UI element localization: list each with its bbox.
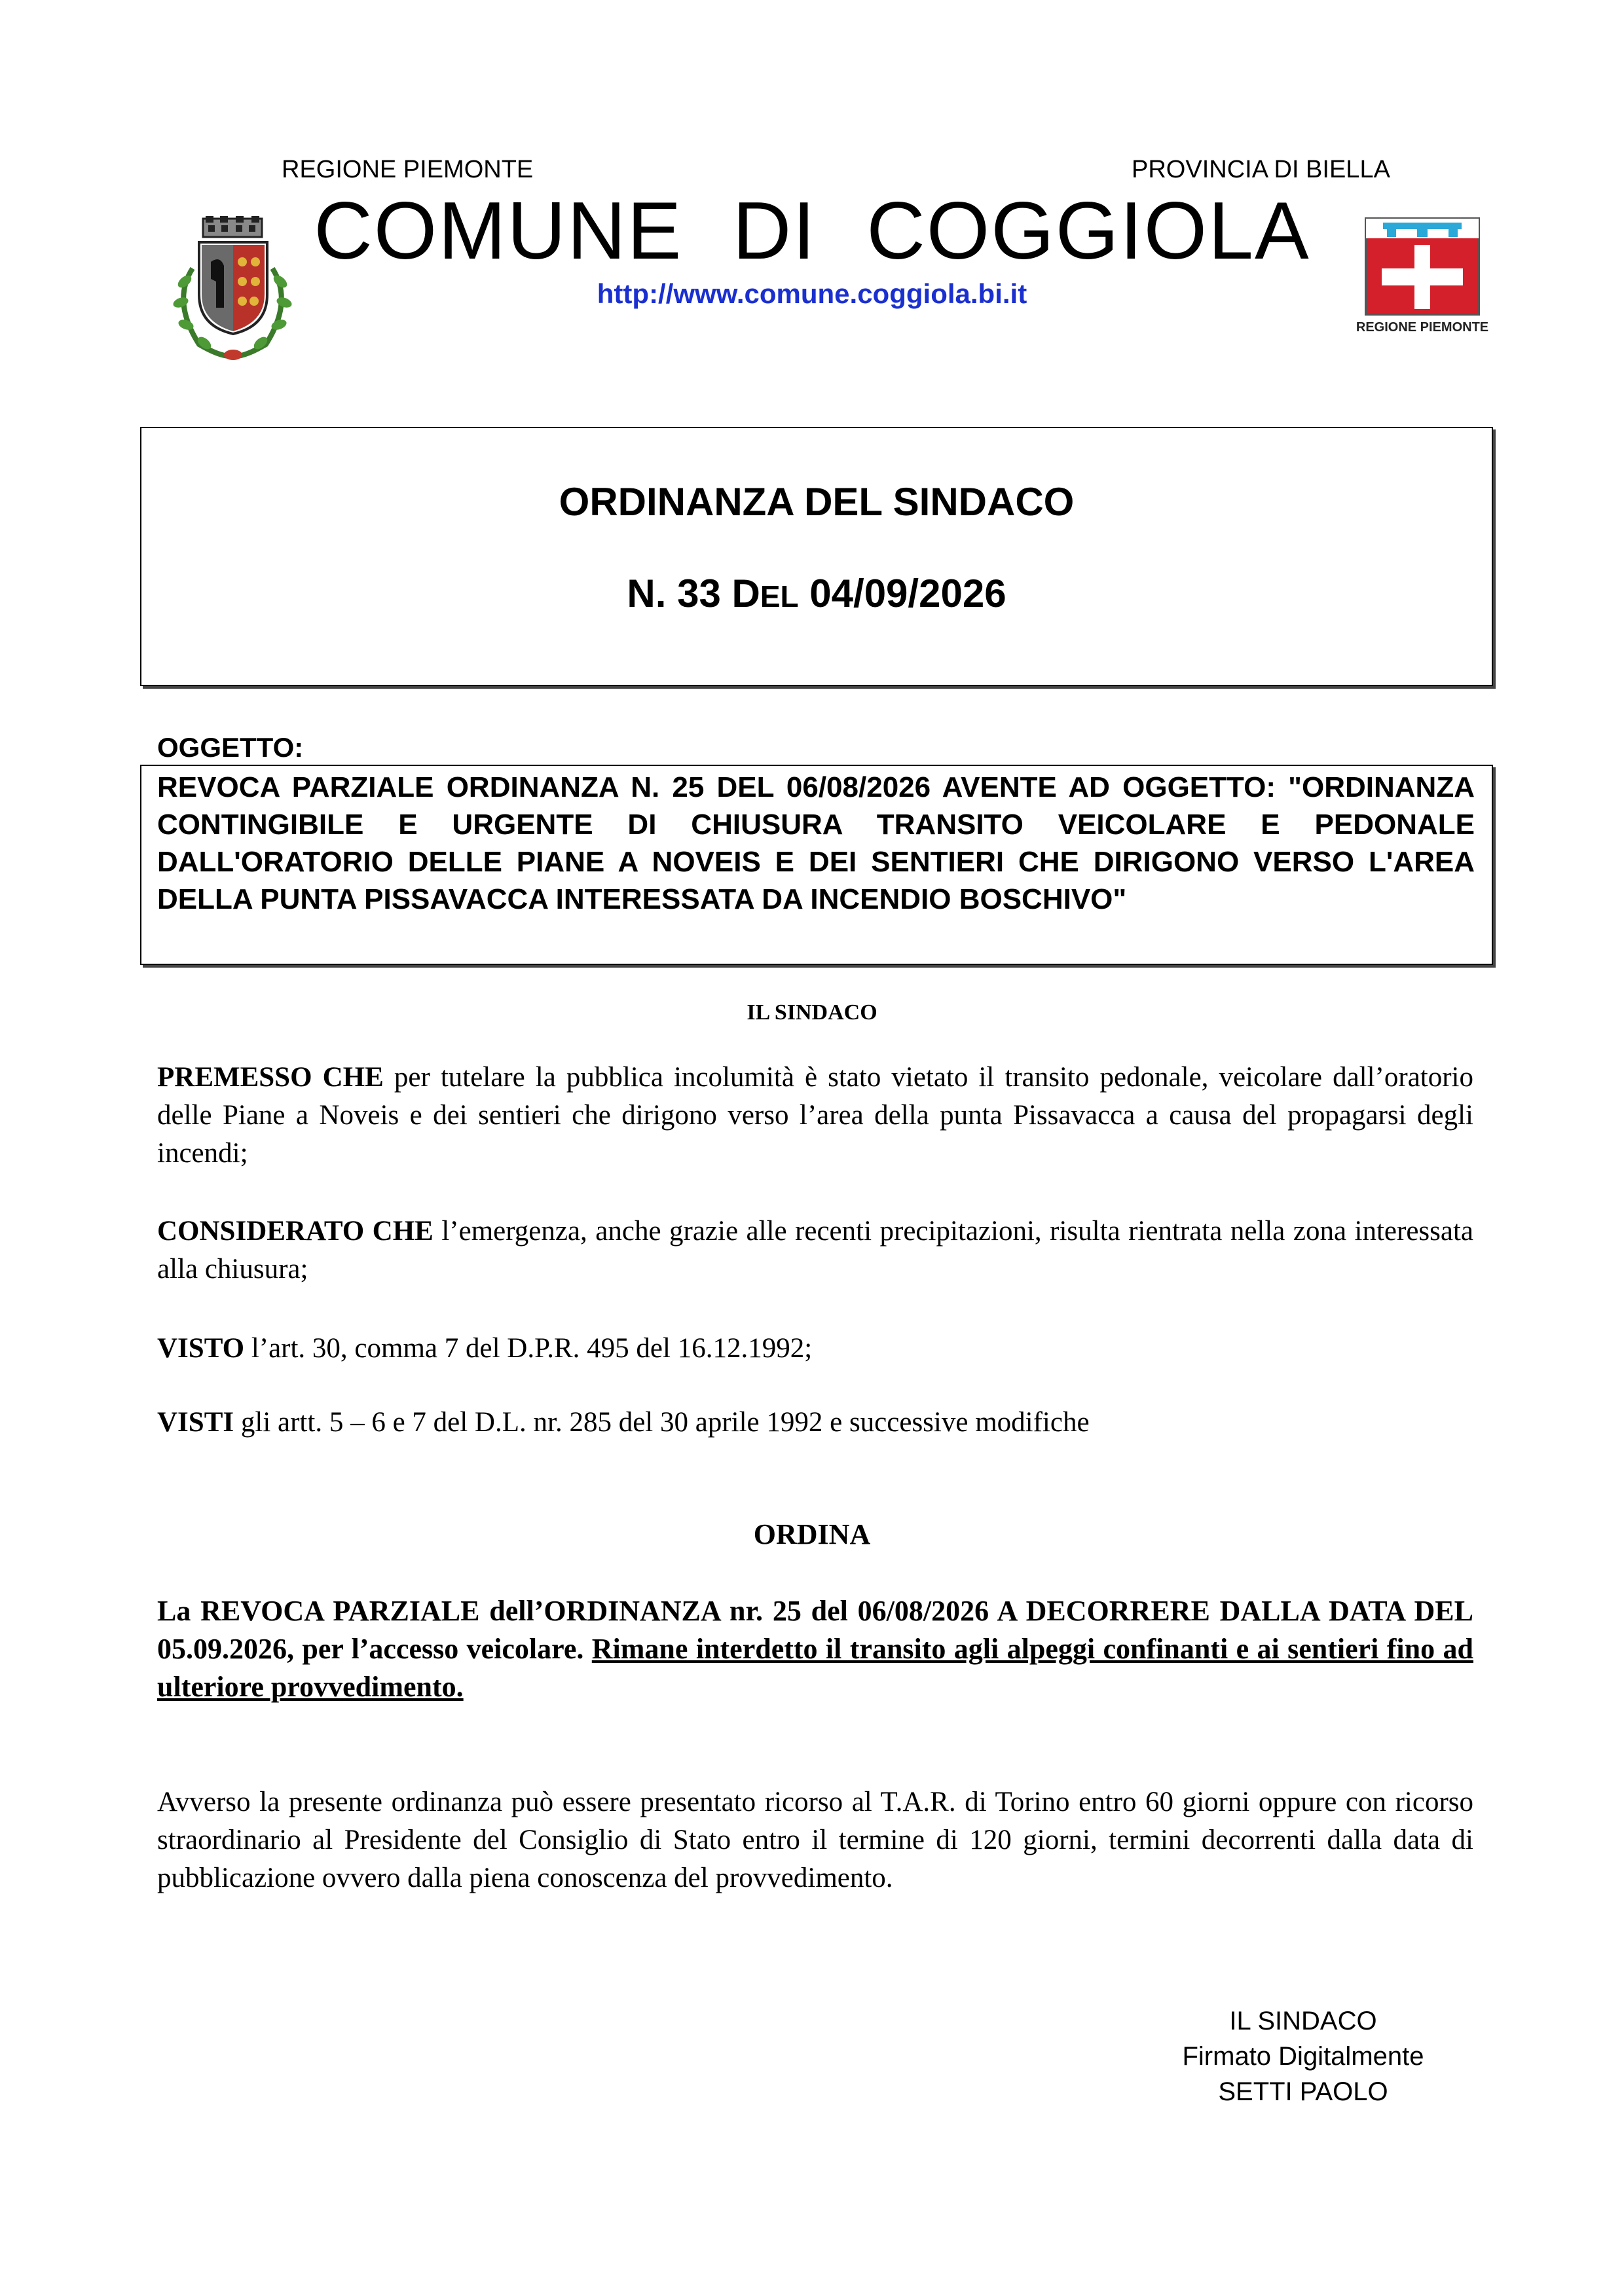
visto-paragraph	[157, 1330, 1473, 1368]
logo-caption: REGIONE PIEMONTE	[1356, 320, 1489, 335]
ordinance-header-box	[140, 427, 1493, 686]
visto-lead: VISTO	[157, 1333, 245, 1364]
appeal-paragraph: Avverso la presente ordinanza può essere presentato ricorso al T.A.R. di Torino entro 60 giorni oppure con ricorso straordinario al Presidente del Consiglio di Stato entro il termine di 120 giorni, termini decorrenti dalla data di pubblicazione ovvero dalla piena conoscenza del provvedimento.	[157, 1787, 1473, 1893]
ordina-paragraph	[157, 1592, 1473, 1706]
subject-text: REVOCA PARZIALE ORDINANZA N. 25 DEL 06/08/2026 AVENTE AD OGGETTO: "ORDINANZA CONTINGIBILE E URGENTE DI CHIUSURA TRANSITO VEICOLARE E PEDONALE DALL'ORATORIO DELLE PIANE A NOVEIS E DEI SENTIERI CHE DIRIGONO VERSO L'AREA DELLA PUNTA PISSAVACCA INTERESSATA DA INCENDIO BOSCHIVO"	[157, 771, 1475, 915]
regione-piemonte-logo-icon	[1356, 216, 1489, 335]
visti-text: gli artt. 5 – 6 e 7 del D.L. nr. 285 del 30 aprile 1992 e successive modifiche	[234, 1407, 1090, 1438]
province-label: PROVINCIA DI BIELLA	[1132, 156, 1390, 183]
premesso-lead: PREMESSO CHE	[157, 1062, 384, 1093]
ordinance-number-smallcaps: EL	[760, 579, 799, 613]
ordina-underlined-text: Rimane interdetto il transito agli alpeggi confinanti e ai sentieri fino ad ulteriore provvedimento.	[157, 1633, 1473, 1703]
visto-text: l’art. 30, comma 7 del D.P.R. 495 del 16.12.1992;	[244, 1333, 813, 1364]
ordinance-number-date: 04/09/2026	[798, 572, 1006, 615]
ordinance-title: ORDINANZA DEL SINDACO	[559, 480, 1075, 524]
signature-block	[1022, 2003, 1585, 2109]
signature-name: SETTI PAOLO	[1218, 2077, 1388, 2106]
coat-of-arms-icon	[156, 216, 308, 361]
website-link[interactable]: http://www.comune.coggiola.bi.it	[597, 278, 1027, 309]
premesso-text: per tutelare la pubblica incolumità è stato vietato il transito pedonale, veicolare dall’oratorio delle Piane a Noveis e dei sentieri che dirigono verso l’area della punta Pissavacca a causa del propagarsi degli incendi;	[157, 1062, 1473, 1169]
ordina-text: La REVOCA PARZIALE dell’ORDINANZA nr. 25 del 06/08/2026 A DECORRERE DALLA DATA DEL 05.09.2026, per l’accesso veicolare.	[157, 1595, 1473, 1665]
premesso-paragraph	[157, 1059, 1473, 1173]
subject-box	[140, 765, 1493, 965]
ordinance-number-prefix: N. 33 D	[627, 572, 760, 615]
sindaco-heading: IL SINDACO	[747, 1000, 877, 1025]
ordinance-number	[141, 571, 1492, 616]
considerato-text: l’emergenza, anche grazie alle recenti precipitazioni, risulta rientrata nella zona interessata alla chiusura;	[157, 1216, 1473, 1285]
region-label: REGIONE PIEMONTE	[282, 156, 534, 183]
considerato-paragraph	[157, 1212, 1473, 1288]
subject-label: OGGETTO:	[157, 732, 304, 763]
visti-lead: VISTI	[157, 1407, 234, 1438]
page-title: COMUNE DI COGGIOLA	[314, 186, 1310, 276]
signature-note: Firmato Digitalmente	[1182, 2042, 1424, 2071]
signature-role: IL SINDACO	[1229, 2007, 1377, 2035]
ordina-heading: ORDINA	[753, 1518, 871, 1550]
visti-paragraph	[157, 1404, 1473, 1442]
considerato-lead: CONSIDERATO CHE	[157, 1216, 434, 1247]
